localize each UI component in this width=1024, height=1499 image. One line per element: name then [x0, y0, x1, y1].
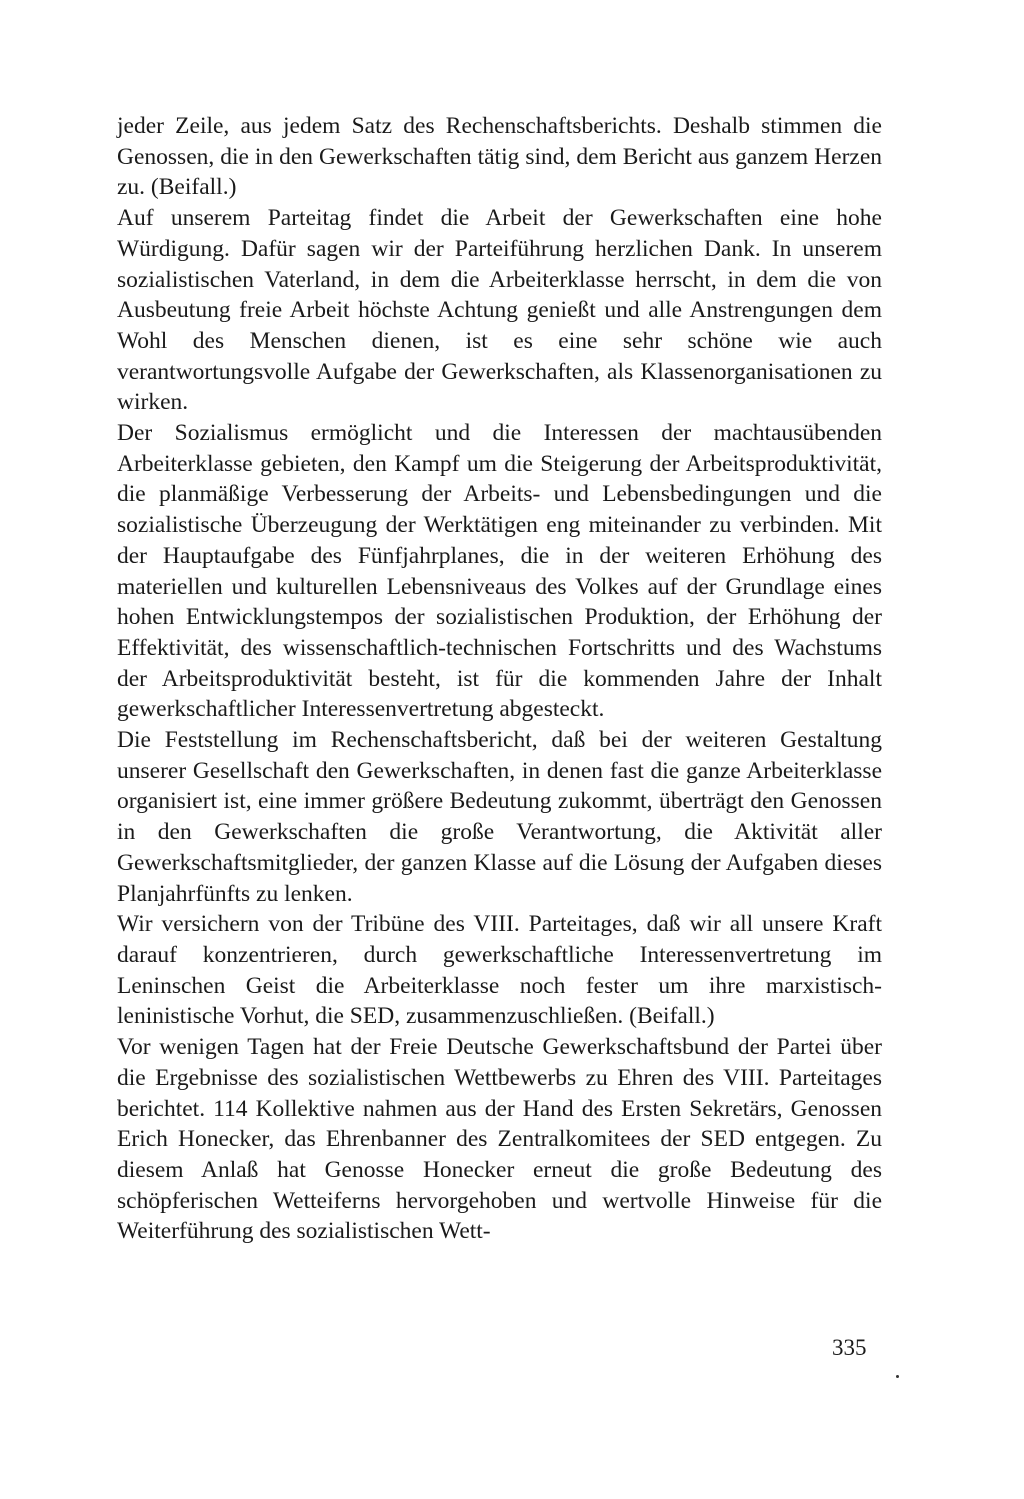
paragraph-4: Die Feststellung im Rechenschaftsbericht, daß bei der weiteren Gestaltung unserer Gesellschaft den Gewerkschaften, in denen fast die ganze Arbeiterklasse organisiert ist, eine immer größere Bedeutung zukommt, überträgt den Genossen in den Gewerkschaften die große Verantwortung, die Aktivität aller Gewerkschaftsmitglieder, der ganzen Klasse auf die Lösung der Aufgaben dieses Planjahrfünfts zu lenken. [117, 727, 882, 907]
paragraph-1: jeder Zeile, aus jedem Satz des Rechenschaftsberichts. Deshalb stimmen die Genossen, die in den Gewerkschaften tätig sind, dem Bericht aus ganzem Herzen zu. (Beifall.) [117, 113, 882, 201]
paragraph-5: Wir versichern von der Tribüne des VIII. Parteitages, daß wir all unsere Kraft darauf konzentrieren, durch gewerkschaftliche Interessenvertretung im Leninschen Geist die Arbeiterklasse noch fester um ihre marxistisch-leninistische Vorhut, die SED, zusammenzuschließen. (Beifall.) [117, 911, 882, 1030]
page-number: 335 [832, 1335, 867, 1360]
scan-speck [896, 1375, 899, 1378]
paragraph-2: Auf unserem Parteitag findet die Arbeit der Gewerkschaften eine hohe Würdigung. Dafür sagen wir der Parteiführung herzlichen Dank. In unserem sozialistischen Vaterland, in dem die Arbeiterklasse herrscht, in dem die von Ausbeutung freie Arbeit höchste Achtung genießt und alle Anstrengungen dem Wohl des Menschen dienen, ist es eine sehr schöne wie auch verantwortungsvolle Aufgabe der Gewerkschaften, als Klassenorganisationen zu wirken. [117, 205, 882, 416]
paragraph-3: Der Sozialismus ermöglicht und die Interessen der machtausübenden Arbeiterklasse gebieten, den Kampf um die Steigerung der Arbeitsproduktivität, die planmäßige Verbesserung der Arbeits- und Lebensbedingungen und die sozialistische Überzeugung der Werktätigen eng miteinander zu verbinden. Mit der Hauptaufgabe des Fünfjahrplanes, die in der weiteren Erhöhung des materiellen und kulturellen Lebensniveaus des Volkes auf der Grundlage eines hohen Entwicklungstempos der sozialistischen Produktion, der Erhöhung der Effektivität, des wissenschaftlich-technischen Fortschritts und des Wachstums der Arbeitsproduktivität besteht, ist für die kommenden Jahre der Inhalt gewerkschaftlicher Interessenvertretung abgesteckt. [117, 420, 882, 723]
body-text [117, 111, 882, 1247]
paragraph-6: Vor wenigen Tagen hat der Freie Deutsche Gewerkschaftsbund der Partei über die Ergebnisse des sozialistischen Wettbewerbs zu Ehren des VIII. Parteitages berichtet. 114 Kollektive nahmen aus der Hand des Ersten Sekretärs, Genossen Erich Honecker, das Ehrenbanner des Zentralkomitees der SED entgegen. Zu diesem Anlaß hat Genosse Honecker erneut die große Bedeutung des schöpferischen Wetteiferns hervorgehoben und wertvolle Hinweise für die Weiterführung des sozialistischen Wett- [117, 1034, 882, 1245]
